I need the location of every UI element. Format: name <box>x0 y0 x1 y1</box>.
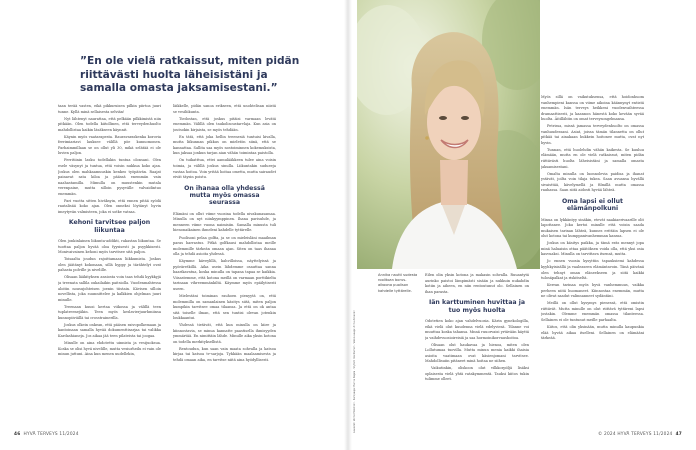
subhead-ika: Iän karttuminen huvittaa ja tuo myös huolta <box>428 299 526 314</box>
subhead-lapsi: Oma lapsi ei ollut elämänpolkuni <box>561 197 624 213</box>
body-paragraph: Mielestäni toiminan rauhoen pienyytä on, että molemmilla on samanlainen käsitys siitä, miten paljon kumpikin tarvitsee omaa tilaansa. Ja että on ok antaa sitä toiselle ilman, että sen tuntisi olevan jotenkin loukkaantui. <box>173 293 276 321</box>
portrait-photo <box>357 0 540 269</box>
body-paragraph: taan terää vasten, eikä pikkuruisen pilkin piirtoa juuri tunne. Kyllä minä sellaisesta selviän! <box>58 104 161 114</box>
magazine-name-right: © 2024 HYVÄ TERVEYS 11/2024 <box>597 432 673 437</box>
body-paragraph: Petrissa, missä jamassa terveydenhuolto on omassa vanhuudessani. Asiat, joissa tämän tilannetta on ollut pitkää tai ainakaan hukkein hoitonee mutta, ovat nyt hyvin. <box>541 124 644 145</box>
left-col1b-paragraphs <box>58 239 161 357</box>
body-paragraph: Meillä on ollut kysymys pienessä, että omistin riittävät. Mutta minulle on olut riittävä tyttäreni lapsi jostakin. Olemme enemmän omassa tilanteessa. Sellainen ei ole tuntunut meille parhaalta. <box>541 301 644 322</box>
folio-right <box>598 432 682 437</box>
body-paragraph: Olisaan lääkityksen ansiosta voin taas tehdä kyykkyjä ja treenata sallila oukailaikin paitsiolla. Vuodenmahtessa aloitin nousujohteisen joenin tiistain. Kävisen silloin novellista, joka suunnittelee ja kalkkien ohjelman juuri minulle. <box>58 275 161 302</box>
body-paragraph: Puolisoni pelaa golfia, ja se on mieleisläni maailman paras harrastus. Pitkä golfkausi mahdollistaa meille molemmille tärkeän omaan ajan. Siten on taas ihanaa olla ja tehdä asioita yhdessä. <box>173 235 276 257</box>
body-paragraph: Olisaan olut haukavaa ja hienoa, miten olen Lollutumaa tuovilla. Mutta minun menia kaikki ihaisia asioita vaatimaan ovat käsienjomani tarvitsee. Mahdollisuiin pitäneet minä hoitaa ne siihen. <box>425 342 529 364</box>
body-paragraph: Tiedostan, että joskus pitäisi varmaan levätä enemmän. Välillä olen taukolisoustarvlaja. Kun asia on joutsokin kirjaista, se myös tehdään. <box>173 116 276 132</box>
magazine-name-left: HYVÄ TERVEYS 11/2024 <box>23 432 79 437</box>
folio-left <box>14 432 79 437</box>
body-paragraph: Treenaan kuusi kertaa viikossa ja välillä teen tuplatreenejäkin. Teen myös keslavierjuurhmiinsa kunnopiiviällä tai crosstrainerilla. <box>58 304 161 320</box>
photo-credit: Lavastet: Verne Häkkinen · Kampaaja: Hanna Rajala · Stylisti: Ida Kivinen · Valokuvaaja: Anna Akkanen <box>353 310 356 433</box>
left-col1-paragraphs <box>58 104 161 215</box>
right-column-2 <box>541 95 644 436</box>
body-paragraph: Tunnan, että huolehdin vähän kaikesta. Se kuuluu elämään, mutta en ole vielä ratkaissut, miten pidän riittävästi huolta läheisistäni ja samalla omasta jaksamisestani. <box>541 147 644 169</box>
body-paragraph: Joskus olkein onkean, että pääsen raivopolkemaan ja kantoinaan samalla hyvää dokumenttisarjaa tai valikka Kardashianeja. Jos aikaa jää teen pilateista tai joogaa. <box>58 322 161 338</box>
body-paragraph: Käymme käveylillä, kahvilloissa, näyttelyissä ja pyöräretkillä. Aika usein lähdemme osauttaa sanna baarikavatua, koska minulla on tapana tapaa se kaikkia. Viisastemme, että kotona meillä on varmaan porttikielta tarinaan vihreemmänkiltä. Käymme myös epäilytisesti useen. <box>173 259 276 291</box>
body-paragraph: Joskus on käsitys paikka, ja tämä eräs mennyt jopa minä haluaisin ottaa päätöksen voida olla, että yksi osia kasvuaksi. Minulla on tarvittava itsensä, mutta. <box>541 241 644 257</box>
body-paragraph: Vaikutinkin, oliskoon olut vilkkorpöljä lisäksi oplaisesta vielä yhtä ratakymmentä. Tauksi kiitos tukin tulimme olleet. <box>425 366 529 382</box>
body-paragraph: Myös sillä on vaikutuksensa, että hoidonhuom vanhempieni kanssa on viime aikoina käännynyt entistä enemmän. Isän terveys heikkeni vuodenvaihteessa dramaattisesti, ja kaannon hänestä koko kevään syvää huolta. Äitillähtin on omat terveysongelmansa. <box>541 95 644 122</box>
right-col2b-paragraphs <box>541 218 644 342</box>
right-col2-paragraphs <box>541 95 644 194</box>
right-col1-paragraphs <box>425 273 529 295</box>
page-number-right: 47 <box>675 432 682 437</box>
right-col1b-paragraphs <box>425 319 529 383</box>
body-paragraph: Omalta minulla on luonnolevia paidisa ja ihanat ystävät, joilta voin tilaja tukea. Saan avuansa hyvällä sivaisttää, kävelymellä ja filmillä mutta omassa rauhassa. Saan siitä aidosti hyvää lähteä. <box>541 171 644 193</box>
body-paragraph: Ferritiinin lasku todellakin tuntua olonsani. Olen esele väsynyt ja tuntua, että voisin nukkua koko ajan. Joskus olen mahkaamuuskin kenkeo työpäivän. Raajat painavat sata kiloa ja päässä enemmän vain naahastamilla. Mimulla on muustenkin mutala verenpaine, mutta silloin pysyvälle valvaidintuo enemmän. <box>58 158 161 196</box>
body-paragraph: On tuikatttua, ettei aamulääkkeen tulee aina voisin toimia, ja välillä joskus sinulla. Liikuntakin sudueeja vastaa hoitoa. Voin yritää hoitaa ometta, mutta sairaudet eivät täysin poistu. <box>173 158 276 180</box>
body-paragraph: Pari vuotta sitten hiväksyin, että ennen pitää syödä rautalisää koko ajan. Olen onneksi löytänyt hyvin imeytyvän valmisteen, joka ei sotke vatsaa. <box>58 198 161 214</box>
body-paragraph: Kiitos, että olin yksinään, mutta minulla kaupunkia elää hyvää aikaa itselleni. Sellainen on elämääni tärkeää. <box>541 324 644 341</box>
body-paragraph: Nyt lähtenyt naurattaa, että pelkään pilkkimistä niin pitkään. Olen todella kiitollinen, että terveydenhuolto mahdollistaa kaikin läsäkseen käynnit. <box>58 116 161 132</box>
body-paragraph: Minulle on aina ehdotettu uinnista ja vesijuoksua. Koska se olisi hyvä nivelille, mutta vesiurheilu ei vain ole minun juttuni. Aina kun menen uudellekin, <box>58 341 161 357</box>
left-col2b-paragraphs <box>173 212 276 364</box>
left-column-2 <box>173 104 276 436</box>
left-column-1 <box>58 104 161 436</box>
subhead-liikunta: Kehoni tarvitsee paljon liikuntaa <box>68 219 151 234</box>
body-paragraph: Minua on lykkäntyy sinäkin, etevät naakiaerivaarille olit lapottanee. Joku kertoi minulle että voisin saada mukaisen tarinan lähteä, kunnes erittäin lapsen ei ole olut kotona tai kumppanivanhemman kanssa. <box>541 217 644 239</box>
pull-quote: ”En ole vielä ratkaissut, miten pidän riittävästi huolta läheisistäni ja samalla omasta jaksamisestani.” <box>80 55 300 94</box>
left-col2-paragraphs <box>173 104 276 181</box>
body-paragraph: Kerran tarinaa myös hyvä vanhemmuus, vaikka perheen niitä huomaneet. Kiinnostaa enemmän, mutta ne olivat saadut valinnanneet sydäntäni. <box>541 283 644 299</box>
body-paragraph: Olen jonkinlainen liikunta-addikti, rakastan liikuntaa. Se tuottaa paljon hyvää oloa fyysisesti ja psyykkisesti. Monivaivainen kehoni myös tarvitsee sitä paljon. <box>58 239 161 255</box>
spread-gutter <box>344 0 352 450</box>
body-paragraph: Elämäni on ollut viime vuosina todella nivakunasamaa. Minulla on nyt niinkyymppinen. Ihana parisuhde, ja menneen viime vuona naimisiin. Samalla minusta tuli hienonaikainen ihmeleni kahdelle tyttärelle. <box>173 211 276 233</box>
body-paragraph: läikkelle, pidän sanoa erikseen, että unohtelisan niistä se vesiliikunta. <box>173 104 276 114</box>
photo-caption: Annika nautti sudesta roolitoan borusaikoona puolison kahdelle tyttärelle. <box>378 273 418 293</box>
page-number-left: 46 <box>14 432 21 437</box>
body-paragraph: Jo ennen vuosia kysyttiin tapauksiemi kahdessa kyyhkyisisällä ja vaaleaseen elämäntavoin. Tänä päivänä olen tehnyt oman eläneekseen ja siitä kaikki tulosäpalkat ja riskitseltä. <box>541 259 644 281</box>
body-paragraph: Toisaalta joudun rajoittamaan liikkumista. Joskus olen jäätänyt kokonaan, sillä hyppy ja tärähtelyt ovat pahasta polville ja nivelille. <box>58 257 161 273</box>
body-paragraph: Yhdessä tietävät, että kun minulla on kiire ja kiinnostavia, se minua kannatte paastisella ihmisyyden ymmärtää. En nimittäin lähde. Minulle aika yksin kotona on todella merkityksellistä. <box>173 323 276 344</box>
body-paragraph: Rentoudun, kun saan vain maata sohvalla ja katsoa kirjaa tai katsoa tv-sarjoja. Tykkään maalaamisesta ja tehdä omaan aika, en tarvitse niitä aina hyödyllisesti. <box>173 346 276 362</box>
body-paragraph: Käynin myös vaatarapesta. Rauravaraskenka korovia ferrimiariavi lauksee välillä pöe kunnomonen. Parhaimmillaan se on ollut yli 30, mikä selätää ei ole luvien paljon. <box>58 134 161 156</box>
subhead-yhdessa: On ihanaa olla yhdessä mutta myös omassa seurassa <box>184 184 265 207</box>
portrait-illustration <box>357 0 540 269</box>
body-paragraph: Odotetien koko ajan vahdelvuosia. Kärin gynekologilla, eikä vielä olut kuudenna vielä edelyviesä. Tilanne voi muuttua koska tahansa. Mnnä ruuorvaisi yrtävään käyttä ja vaihdevuosioireisiä ja saa hormoinikorvaushoitoa. <box>425 319 529 340</box>
right-column-1 <box>425 273 529 436</box>
body-paragraph: Eilen olin yksin kotona ja makasin sohvalla. Ruuantytä aurinko paistoi lämpimästi sisään ja nukkuin nukahdin kotiin ja aiheen, en niin rentoutunut olo. Sellainen on ihan parasta. <box>425 273 529 294</box>
body-paragraph: En tätä, että joka hellin treenesiä tuntuisi kivalla, mutta liikunnan pikkus on mieletön siinä, että se kannattaa. Sallita saa myös nostoiminnen kokemuksista, kun jaksaa jonkun tarjan aian vähän toimintaa paistolla. <box>173 134 276 156</box>
